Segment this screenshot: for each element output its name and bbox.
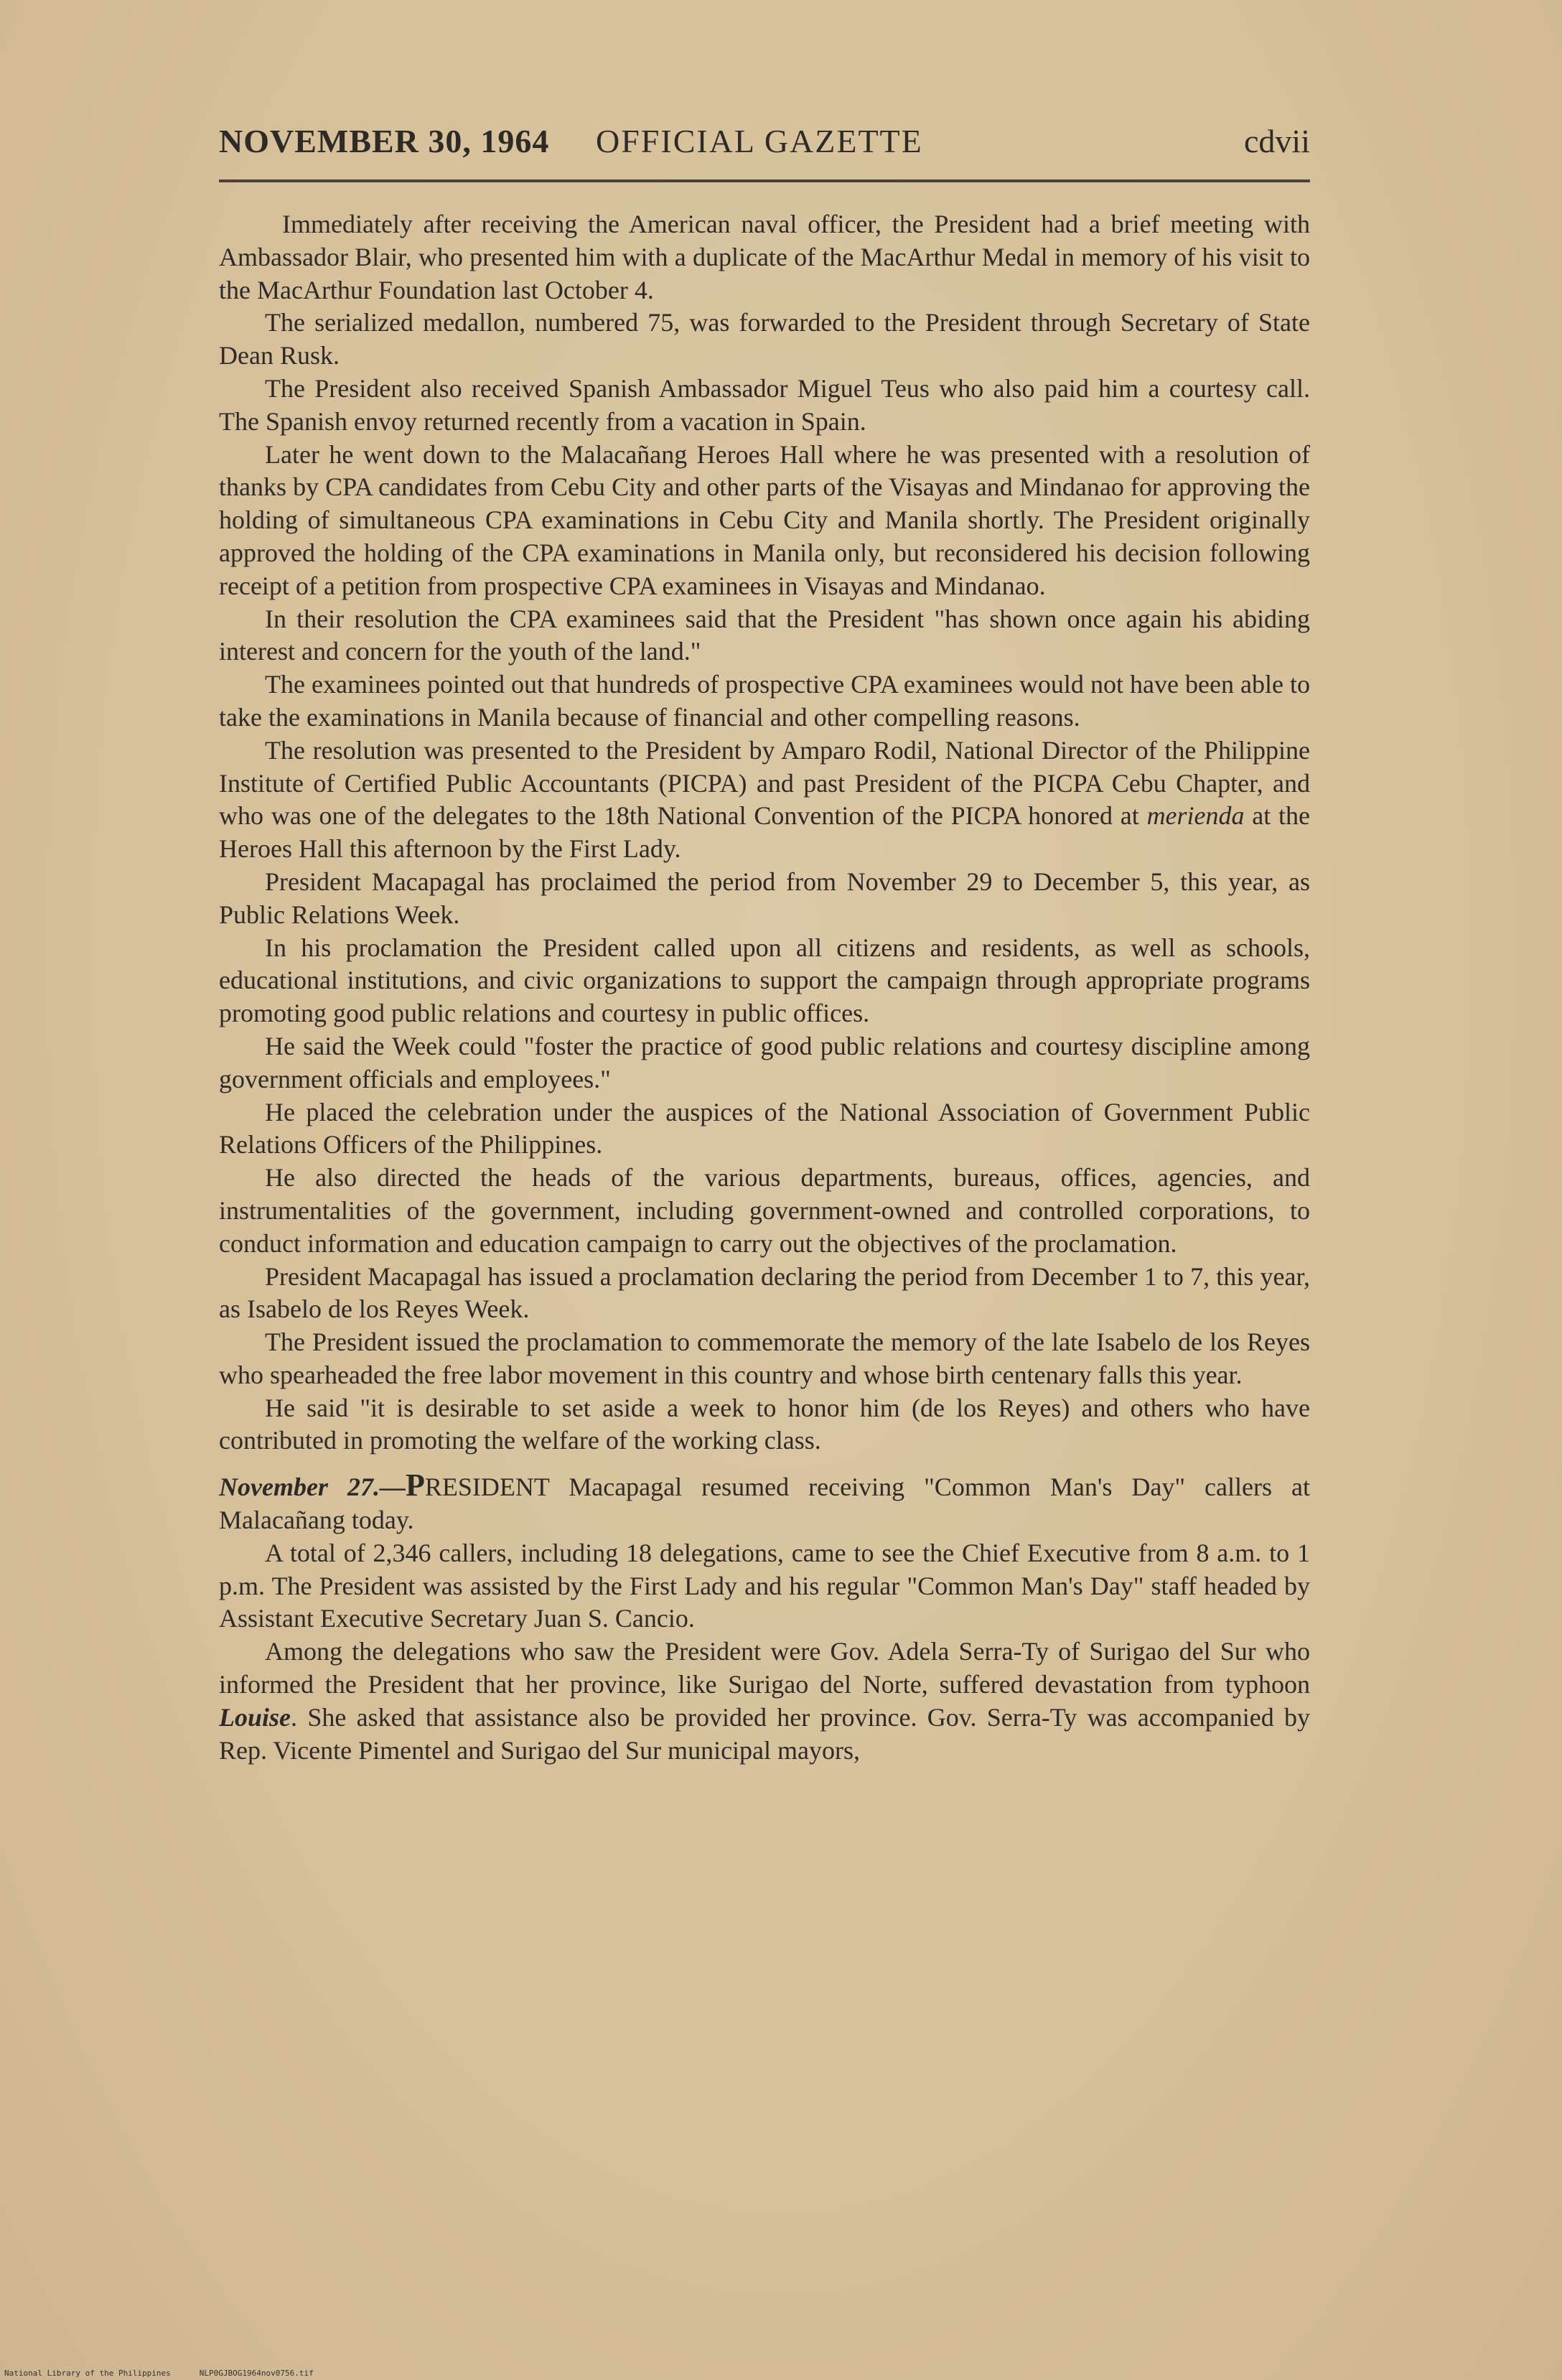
page-header bbox=[219, 122, 1310, 165]
text-run: at the Heroes Hall this afternoon by the First Lady. bbox=[219, 801, 1311, 864]
entry-date-label: November 27.— bbox=[219, 1473, 406, 1502]
text-run: The resolution was presented to the President by Amparo Rodil, National Director of the Philippine Institute of Certified Public Accountants (PICPA) and past President of the PICPA Cebu Chapter, and who was one of the delegates to the 18th National Convention of the PICPA honored at bbox=[219, 735, 1310, 831]
paragraph: President Macapagal has proclaimed the period from November 29 to December 5, this year, as Public Relations Week. bbox=[219, 867, 1310, 929]
article-body bbox=[219, 208, 1310, 1767]
header-date: NOVEMBER 30, 1964 bbox=[219, 123, 550, 159]
header-rule bbox=[219, 179, 1310, 182]
paragraph: Immediately after receiving the American naval officer, the President had a brief meeting with Ambassador Blair, who presented him with a duplicate of the MacArthur Medal in memory of his visit to the MacArthur Foundation last October 4. bbox=[219, 210, 1310, 304]
paragraph: In their resolution the CPA examinees said that the President "has shown once again his abiding interest and concern for the youth of the land." bbox=[219, 604, 1310, 666]
header-title: OFFICIAL GAZETTE bbox=[596, 123, 923, 159]
paragraph: The serialized medallon, numbered 75, was forwarded to the President through Secretary of State Dean Rusk. bbox=[219, 308, 1310, 370]
paragraph: The President issued the proclamation to commemorate the memory of the late Isabelo de los Reyes who spearheaded the free labor movement in this country and whose birth centenary falls this year. bbox=[219, 1327, 1310, 1389]
paragraph: He said "it is desirable to set aside a week to honor him (de los Reyes) and others who have contributed in promoting the welfare of the working class. bbox=[219, 1393, 1310, 1455]
paragraph: Later he went down to the Malacañang Heroes Hall where he was presented with a resolution of thanks by CPA candidates from Cebu City and other parts of the Visayas and Mindanao for approving the holding of simultaneous CPA examinations in Cebu City and Manila shortly. The President originally approved the holding of the CPA examinations in Manila only, but reconsidered his decision following receipt of a petition from prospective CPA examinees in Visayas and Mindanao. bbox=[219, 439, 1310, 600]
header-page-number: cdvii bbox=[1244, 123, 1310, 159]
drop-cap: P bbox=[405, 1467, 425, 1503]
text-run: . She asked that assistance also be provided her province. Gov. Serra-Ty was accompanied by Rep. Vicente Pimentel and Surigao del Sur municipal mayors, bbox=[219, 1702, 1310, 1765]
paragraph: President Macapagal has issued a proclamation declaring the period from December 1 to 7, this year, as Isabelo de los Reyes Week. bbox=[219, 1261, 1310, 1324]
paragraph: The President also received Spanish Ambassador Miguel Teus who also paid him a courtesy call. The Spanish envoy returned recently from a vacation in Spain. bbox=[219, 373, 1310, 436]
paragraph-delegations bbox=[219, 1635, 1310, 1767]
italic-run: merienda bbox=[1146, 801, 1245, 831]
paragraph: He also directed the heads of the various departments, bureaus, offices, agencies, and instrumentalities of the government, including government-owned and controlled corporations, to conduct information and education campaign to carry out the objectives of the proclamation. bbox=[219, 1163, 1310, 1258]
scan-footer bbox=[4, 2369, 342, 2379]
paragraph: The examinees pointed out that hundreds of prospective CPA examinees would not have been able to take the examinations in Manila because of financial and other compelling reasons. bbox=[219, 670, 1310, 732]
entry-text: RESIDENT Macapagal resumed receiving "Common Man's Day" callers at Malacañang today. bbox=[219, 1473, 1310, 1535]
paragraph: He placed the celebration under the auspices of the National Association of Government Public Relations Officers of the Philippines. bbox=[219, 1097, 1310, 1159]
footer-file: NLP0GJBOG1964nov0756.tif bbox=[199, 2369, 314, 2378]
dated-entry bbox=[219, 1469, 1310, 1537]
footer-library: National Library of the Philippines bbox=[4, 2369, 171, 2378]
paragraph: In his proclamation the President called upon all citizens and residents, as well as schools, educational institutions, and civic organizations to support the campaign through appropriate programs promoting good public relations and courtesy in public offices. bbox=[219, 933, 1310, 1028]
paragraph-resolution bbox=[219, 734, 1310, 866]
italic-run: Louise bbox=[219, 1702, 291, 1732]
text-run: Among the delegations who saw the President were Gov. Adela Serra-Ty of Surigao del Sur who informed the President that her province, like Surigao del Norte, suffered devastation from typhoon bbox=[219, 1637, 1310, 1699]
paragraph: He said the Week could "foster the practice of good public relations and courtesy discipline among government officials and employees." bbox=[219, 1031, 1310, 1093]
paragraph: A total of 2,346 callers, including 18 delegations, came to see the Chief Executive from 8 a.m. to 1 p.m. The President was assisted by the First Lady and his regular "Common Man's Day" staff headed by Assistant Executive Secretary Juan S. Cancio. bbox=[219, 1538, 1310, 1633]
